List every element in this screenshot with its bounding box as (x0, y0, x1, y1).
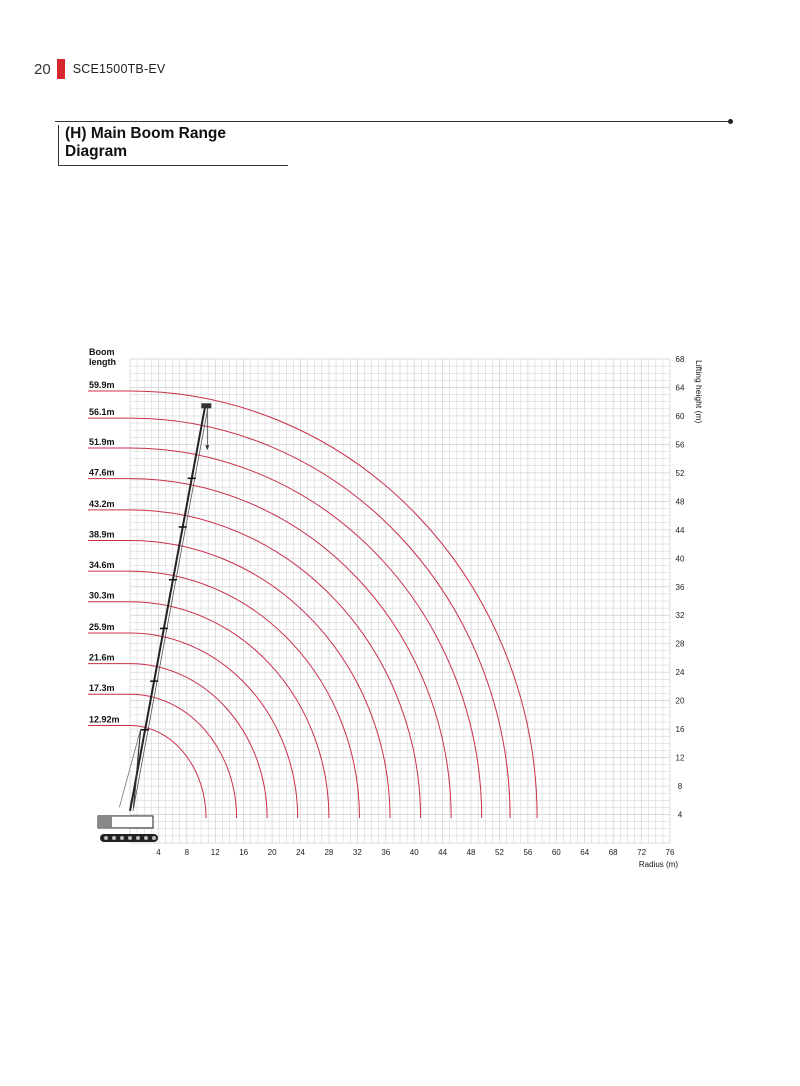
range-curve (130, 633, 298, 818)
page-number: 20 (34, 60, 51, 78)
x-tick-label: 4 (156, 848, 161, 857)
x-tick-label: 60 (551, 848, 561, 857)
x-tick-label: 40 (409, 848, 419, 857)
y-tick-label: 36 (675, 582, 685, 592)
boom-length-label: 47.6m (89, 467, 115, 478)
x-tick-label: 72 (637, 848, 647, 857)
y-tick-label: 64 (675, 383, 685, 393)
x-tick-label: 52 (495, 848, 504, 857)
boom-length-label: 21.6m (89, 652, 115, 663)
crawler-wheel (104, 836, 108, 840)
y-tick-label: 4 (677, 810, 683, 820)
y-tick-label: 32 (675, 611, 685, 621)
x-tick-label: 28 (324, 848, 334, 857)
boom-length-label: 38.9m (89, 529, 115, 540)
x-tick-label: 20 (267, 848, 277, 857)
boom-length-label: 25.9m (89, 622, 115, 633)
x-tick-label: 48 (466, 848, 476, 857)
section-title: (H) Main Boom Range Diagram (58, 125, 288, 166)
y-tick-label: 8 (677, 782, 683, 792)
y-axis-title: Lifting height (m) (694, 360, 704, 424)
boom-length-label: 34.6m (89, 560, 115, 571)
x-tick-label: 64 (580, 848, 590, 857)
crawler-wheel (136, 836, 140, 840)
boom-length-label: 30.3m (89, 590, 115, 601)
y-tick-label: 20 (675, 696, 685, 706)
crawler-wheel (120, 836, 124, 840)
crawler-wheel (152, 836, 156, 840)
x-tick-label: 68 (608, 848, 618, 857)
hook-block (205, 445, 209, 450)
crawler-wheel (112, 836, 116, 840)
y-tick-label: 12 (675, 753, 685, 763)
y-tick-label: 16 (675, 725, 685, 735)
crawler-wheel (144, 836, 148, 840)
range-curve (130, 448, 482, 818)
x-tick-label: 16 (239, 848, 249, 857)
y-tick-label: 56 (675, 440, 685, 450)
y-tick-label: 40 (675, 554, 685, 564)
boom-length-label: 43.2m (89, 498, 115, 509)
boom-head (201, 403, 211, 408)
crane-counterweight (98, 816, 112, 828)
y-tick-label: 60 (675, 411, 685, 421)
boom-length-label: 51.9m (89, 436, 115, 447)
boom-length-label: 12.92m (89, 714, 120, 725)
x-tick-label: 56 (523, 848, 533, 857)
x-tick-label: 24 (296, 848, 305, 857)
boom-length-label: 56.1m (89, 407, 115, 418)
boom-length-heading: length (89, 357, 116, 367)
y-tick-label: 48 (675, 497, 685, 507)
model-name: SCE1500TB-EV (72, 62, 166, 76)
x-tick-label: 44 (438, 848, 448, 857)
y-tick-label: 44 (675, 525, 685, 535)
range-curve (130, 664, 267, 818)
crawler-wheel (128, 836, 132, 840)
boom-length-label: 17.3m (89, 683, 115, 694)
range-curve (130, 694, 237, 818)
y-tick-label: 52 (675, 468, 685, 478)
x-tick-label: 8 (184, 848, 190, 857)
y-tick-label: 28 (675, 639, 685, 649)
y-tick-label: 24 (675, 668, 685, 678)
y-tick-label: 68 (675, 355, 685, 364)
x-tick-label: 36 (381, 848, 391, 857)
boom-length-label: 59.9m (89, 380, 115, 391)
boom-length-heading: Boom (89, 347, 115, 357)
x-tick-label: 76 (665, 848, 675, 857)
x-tick-label: 12 (210, 848, 220, 857)
x-axis-title: Radius (m) (638, 860, 678, 869)
x-tick-label: 32 (352, 848, 362, 857)
